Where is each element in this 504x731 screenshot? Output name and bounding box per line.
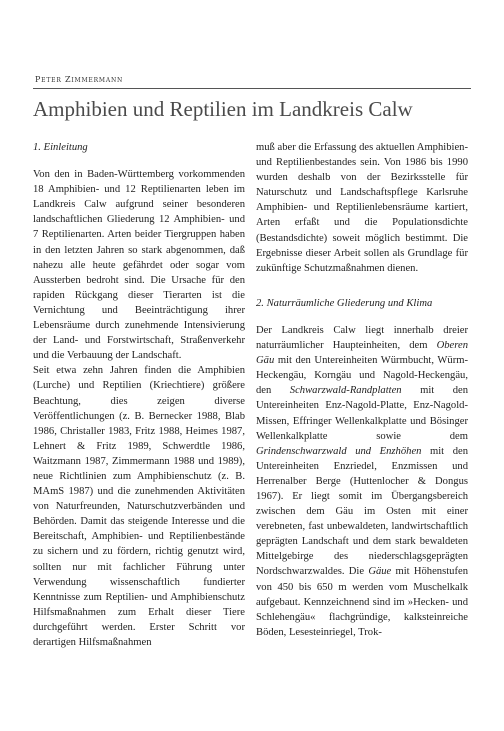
text-run: Der Landkreis Calw liegt innerhalb dreier naturräumlicher Haupteinheiten, dem	[256, 324, 468, 352]
text-run: mit den Untereinheiten Enz-Nagold-Platte, Enz-Nagold-Missen, Effringer Wellenkalkplatte und Bösinger Wellenkalkplatte sowie dem	[256, 385, 468, 442]
text-run: mit Höhenstufen von 450 bis 650 m werden vom Muschelkalk aufgebaut. Kennzeichnend sind im »Hecken- und Schlehengäu« flachgründige, kalksteinreiche Böden, Lesesteinriegel, Trok-	[256, 566, 468, 638]
section-heading-einleitung: 1. Einleitung	[33, 142, 88, 153]
place-name: Schwarzwald-Randplatten	[289, 385, 402, 397]
paragraph: Seit etwa zehn Jahren finden die Amphibien (Lurche) und Reptilien (Kriechtiere) größere Beachtung, dies zeigen diverse Veröffentlichungen (z. B. Bernecker 1988, Blab 1986, Christaller 1983, Fritz 1988, Heimes 1987, Lehnert & Fritz 1989, Schwerdtle 1986, Waitzmann 1987, Zimmermann 1988 und 1989), neue Richtlinien zum Amphibienschutz (z. B. MAmS 1987) und die zunehmenden Aktivitäten von Naturfreunden, Naturschutzverbänden und Behörden. Damit das steigende Interesse und die Bereitschaft, Amphibien- und Reptilienbestände zu sichern und zu fördern, richtig genutzt wird, sollten nur mit fachlicher Führung unter Verwendung wissenschaftlich fundierter Kenntnisse zum Reptilien- und Amphibienschutz Hilfsmaßnahmen zum Erhalt dieser Tiere durchgeführt werden. Erster Schritt vor derartigen Hilfsmaßnahmen	[33, 365, 245, 648]
place-name: Oberen Gäu	[256, 340, 468, 367]
place-name: Grindenschwarzwald und Enzhöhen	[256, 445, 422, 457]
paragraph: muß aber die Erfassung des aktuellen Amphibien- und Reptilienbestandes sein. Von 1986 bis 1990 wurden deshalb von der Bezirksstelle für Naturschutz und Landschaftspflege Karlsruhe Amphibien- und Reptilienlebensräume kartiert, Arten erfaßt und die Populationsdichte (Bestandsdichte) soweit möglich bestimmt. Die Ergebnisse dieser Arbeit sollen als Grundlage für zukünftige Schutzmaßnahmen dienen.	[256, 142, 468, 274]
left-column	[33, 140, 245, 650]
author-name: Peter Zimmermann	[35, 75, 124, 84]
paragraph-naturraum	[256, 323, 468, 640]
author-rule	[33, 88, 471, 89]
text-run: mit den Untereinheiten Würmbucht, Würm-Heckengäu, Korngäu und Nagold-Heckengäu, den	[256, 355, 468, 397]
text-run: mit den Untereinheiten Enzriedel, Enzmissen und Herrenalber Berge (Huttenlocher & Dongus 1967). Er liegt somit im Übergangsbereich zwischen dem Gäu im Osten mit einer verebneten, fast unbewaldeten, landwirtschaftlich geprägten Landschaft und dem stark bewaldeten Mittelgebirge des niederschlagsgeprägten Nordschwarzwaldes. Die	[256, 445, 468, 578]
right-column	[256, 140, 468, 640]
section-heading-naturraum: 2. Naturräumliche Gliederung und Klima	[256, 297, 433, 309]
place-name: Gäue	[368, 566, 392, 578]
article-title: Amphibien und Reptilien im Landkreis Calw	[33, 97, 413, 121]
paragraph: Von den in Baden-Württemberg vorkommenden 18 Amphibien- und 12 Reptilienarten leben im Landkreis Calw aufgrund seiner besonderen landschaftlichen Gliederung 12 Amphibien- und 7 Reptilienarten. Arten beider Tiergruppen haben in den letzten Jahren so stark abgenommen, daß nahezu alle heute gefährdet oder sogar vom Aussterben bedroht sind. Die Ursache für den rapiden Rückgang dieser Tierarten ist die Vernichtung und Beeinträchtigung ihrer Lebensräume durch zunehmende Intensivierung der Land- und Forstwirtschaft, Straßenverkehr und die Verbauung der Landschaft.	[33, 169, 245, 362]
